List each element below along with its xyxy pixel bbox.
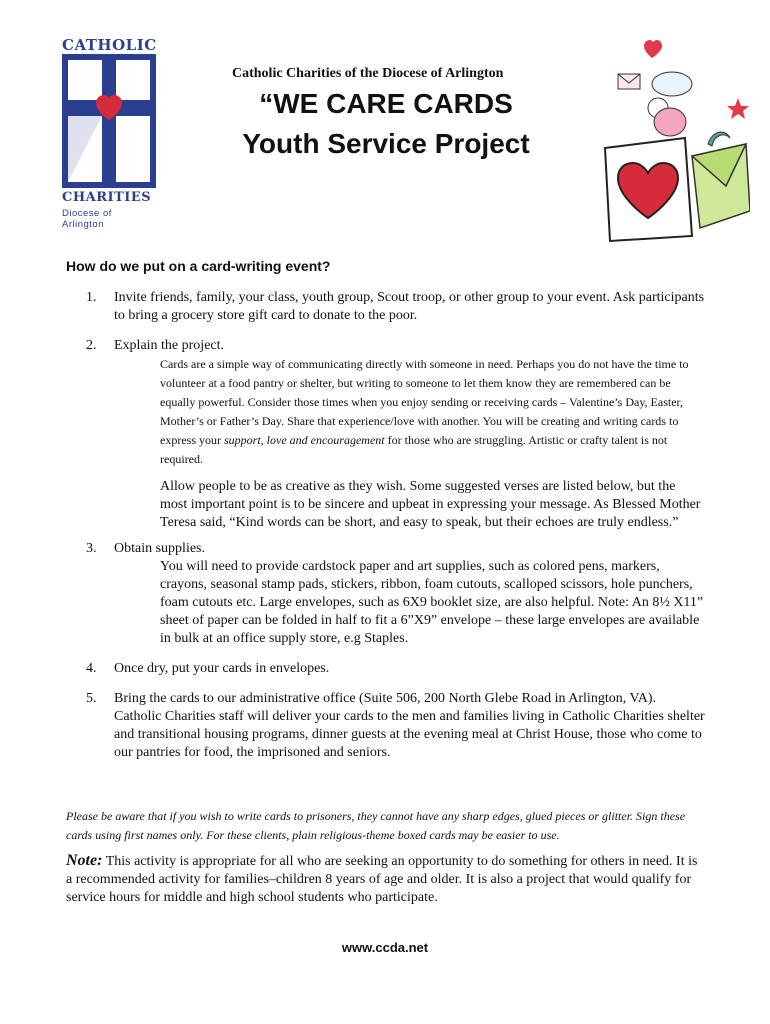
step-detail-emphasis: support, love and encouragement xyxy=(223,433,385,447)
header-organization: Catholic Charities of the Diocese of Arlington xyxy=(232,66,504,81)
section-heading: How do we put on a card-writing event? xyxy=(66,258,331,274)
logo-cross-graphic xyxy=(62,54,156,188)
step-item xyxy=(86,690,706,762)
step-number: 1. xyxy=(86,290,97,305)
step-detail-before: Cards are a simple way of communicating directly with someone in need. Perhaps you do not have the time to volunteer at a food pantry or shelter, but writing to someone to let them know they are remembered can be equally powerful. Consider those times when you enjoy sending or receiving cards – Valentine’s Day, Easter, Mother’s or Father’s Day. Share that experience/love with another. You will be creating and writing cards to express your xyxy=(160,357,689,447)
step-text: Once dry, put your cards in envelopes. xyxy=(114,661,330,676)
heart-icon xyxy=(644,40,662,58)
step-detail: You will need to provide cardstock paper and art supplies, such as colored pens, markers, crayons, seasonal stamp pads, stickers, ribbon, foam cutouts, scalloped scissors, hole punchers, foam cutouts etc. Large envelopes, such as 6X9 booklet size, are also helpful. Note: An 8½ X11” sheet of paper can be folded in half to fit a 6”X9” envelope – these large envelopes are available in bulk at an office supply store, e.g Staples. xyxy=(160,559,704,646)
step-text: Obtain supplies. xyxy=(114,541,205,556)
step-paragraph: Allow people to be as creative as they wish. Some suggested verses are listed below, but the most important point is to be sincere and upbeat in expressing your message. As Blessed Mother Teresa said, “Kind words can be short, and easy to speak, but their echoes are truly endless.” xyxy=(160,479,701,530)
logo-bottom-word: CHARITIES xyxy=(62,190,152,205)
open-envelope-icon xyxy=(692,132,750,228)
prisoner-card-warning: Please be aware that if you wish to write cards to prisoners, they cannot have any sharp edges, glued pieces or glitter. Sign these cards using first names only. For these clients, plain religious-theme boxed cards may be easier to use. xyxy=(66,809,686,842)
step-item xyxy=(86,289,706,325)
catholic-charities-logo xyxy=(62,36,157,230)
step-item xyxy=(86,660,706,678)
step-number: 2. xyxy=(86,338,97,353)
step-number: 3. xyxy=(86,541,97,556)
step-text: Invite friends, family, your class, youth group, Scout troop, or other group to your event. Ask participants to bring a grocery store gift card to donate to the poor. xyxy=(114,290,705,323)
logo-top-word: CATHOLIC xyxy=(62,36,157,54)
steps-list xyxy=(86,289,706,762)
page-title-line1: “WE CARE CARDS xyxy=(259,88,513,119)
note-text: This activity is appropriate for all who are seeking an opportunity to do something for others in need. It is a recommended activity for families–children 8 years of age and older. It is also a project that would qualify for service hours for middle and high school students who participate. xyxy=(66,854,698,905)
note-label: Note: xyxy=(66,852,103,869)
logo-tagline: Diocese of Arlington xyxy=(62,208,112,230)
cupid-icon xyxy=(648,72,692,136)
step-item xyxy=(86,337,706,532)
page-title-line2: Youth Service Project xyxy=(242,128,530,159)
valentine-cards-illustration xyxy=(600,36,750,246)
greeting-card-icon xyxy=(605,138,692,241)
step-item xyxy=(86,540,706,648)
step-text: Bring the cards to our administrative office (Suite 506, 200 North Glebe Road in Arlington, VA). Catholic Charities staff will deliver your cards to the men and families living in Catholic Charities shelter and transitional housing programs, dinner guests at the evening meal at Christ House, those who come to our pantries for food, the imprisoned and seniors. xyxy=(114,691,705,760)
step-text: Explain the project. xyxy=(114,338,225,353)
step-detail xyxy=(160,355,706,469)
star-icon xyxy=(727,98,749,119)
footer-url[interactable]: www.ccda.net xyxy=(341,940,429,955)
note-paragraph xyxy=(66,852,706,907)
envelope-icon xyxy=(618,74,640,89)
step-number: 4. xyxy=(86,661,97,676)
step-detail-after: for those who are struggling. Artistic or crafty talent is not required. xyxy=(160,433,668,466)
step-number: 5. xyxy=(86,691,97,706)
